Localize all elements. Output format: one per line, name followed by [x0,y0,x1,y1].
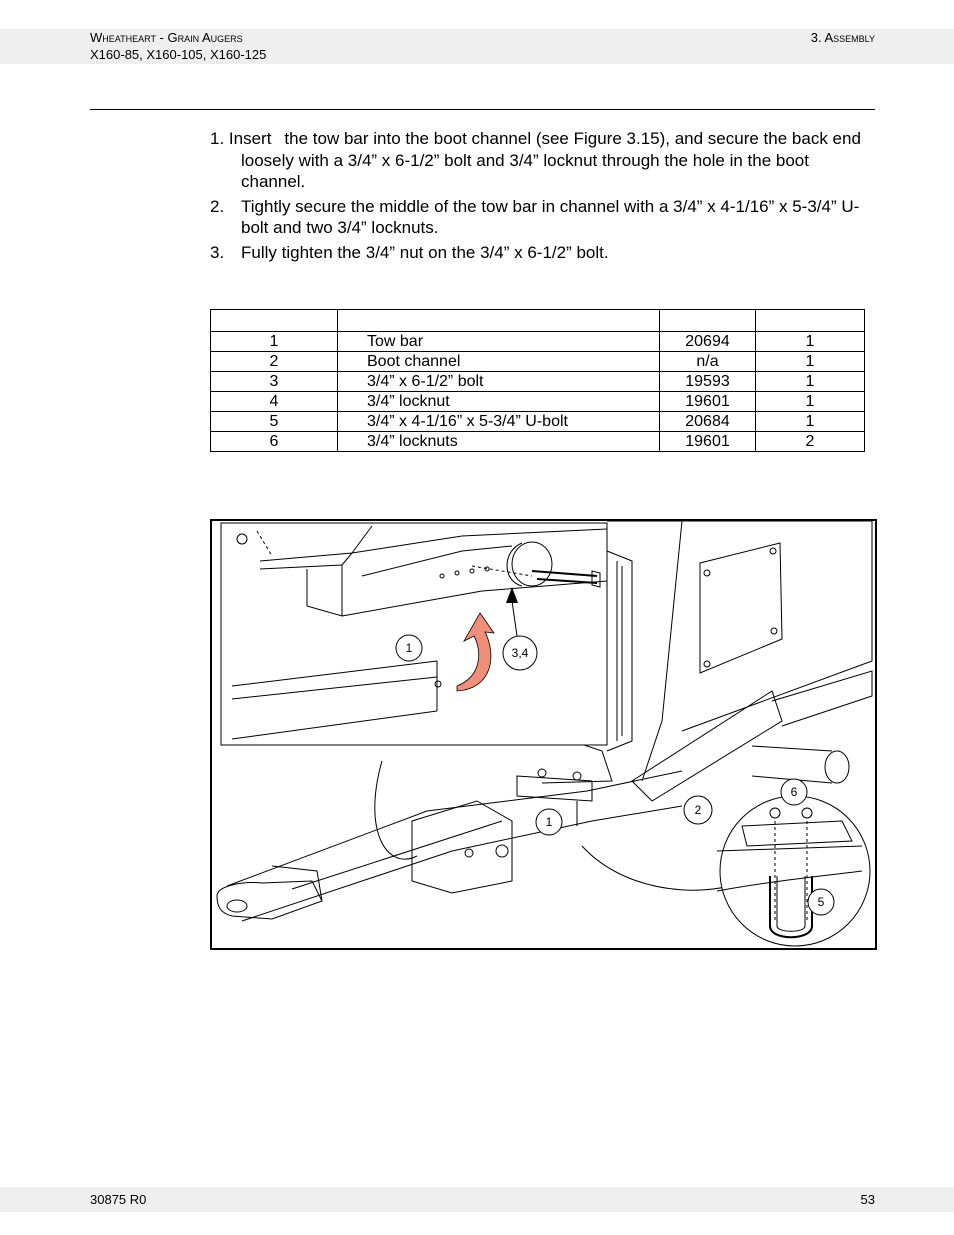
cell-qty: 1 [756,392,865,412]
cell-qty: 1 [756,352,865,372]
assembly-steps [210,128,875,266]
cell-part-number: 19601 [660,392,756,412]
callout-inset-tow-bar [396,635,422,661]
callout-label: 1 [405,641,413,655]
header-cell-ref [211,310,338,332]
step-2-text: Tightly secure the middle of the tow bar in channel with a 3/4” x 4-1/16” x 5-3/4” U-bolt and two 3/4” locknuts. [241,196,860,237]
parts-table [210,309,865,452]
callout-label: 5 [817,895,825,909]
cell-description: Tow bar [338,332,660,352]
table-row [211,392,865,412]
step-2-number: 2. [210,196,225,216]
doc-title: Wheatheart - Grain Augers [90,30,243,45]
cell-part-number: 19593 [660,372,756,392]
cell-ref: 6 [211,432,338,452]
callout-label: 2 [694,803,702,817]
callout-label: 6 [790,785,798,799]
step-2 [210,196,875,239]
callout-label: 1 [545,815,553,829]
cell-description: 3/4” x 6-1/2” bolt [338,372,660,392]
step-1-number: 1. Insert [210,129,272,148]
callout-inset-bolt [503,636,537,670]
cell-ref: 3 [211,372,338,392]
cell-qty: 2 [756,432,865,452]
callout-label: 3,4 [511,646,529,660]
header-rule [90,109,875,110]
assembly-figure [210,519,877,950]
callout-boot-channel [684,796,712,824]
step-1 [210,128,875,193]
step-3-number: 3. [210,242,225,262]
model-numbers: X160-85, X160-105, X160-125 [90,47,267,62]
page-footer [0,1187,954,1212]
cell-qty: 1 [756,332,865,352]
callout-u-bolt [808,889,834,915]
step-3 [210,242,875,264]
cell-description: 3/4” locknut [338,392,660,412]
cell-ref: 2 [211,352,338,372]
header-cell-description [338,310,660,332]
page-number: 53 [860,1192,875,1207]
step-3-text: Fully tighten the 3/4” nut on the 3/4” x 6-1/2” bolt. [241,242,609,262]
cell-description: Boot channel [338,352,660,372]
tow-bar-assembly-drawing [212,521,875,948]
cell-qty: 1 [756,412,865,432]
header-left [90,29,266,63]
parts-table-header-row [211,310,865,332]
cell-part-number: n/a [660,352,756,372]
document-number: 30875 R0 [90,1192,147,1207]
cell-ref: 4 [211,392,338,412]
cell-qty: 1 [756,372,865,392]
table-row [211,332,865,352]
header-cell-qty [756,310,865,332]
cell-description: 3/4” locknuts [338,432,660,452]
cell-ref: 5 [211,412,338,432]
cell-ref: 1 [211,332,338,352]
cell-description: 3/4” x 4-1/16” x 5-3/4” U-bolt [338,412,660,432]
table-row [211,432,865,452]
step-1-text: the tow bar into the boot channel (see Figure 3.15), and secure the back end loosely with a 3/4” x 6-1/2” bolt and 3/4” locknut through the hole in the boot channel. [241,129,861,191]
cell-part-number: 20694 [660,332,756,352]
callout-tow-bar [536,809,562,835]
page-header [0,29,954,64]
table-row [211,352,865,372]
cell-part-number: 19601 [660,432,756,452]
inset-detail [221,523,607,745]
cell-part-number: 20684 [660,412,756,432]
header-cell-part [660,310,756,332]
callout-locknuts [781,779,807,805]
section-title: 3. Assembly [810,30,875,45]
table-row [211,372,865,392]
table-row [211,412,865,432]
